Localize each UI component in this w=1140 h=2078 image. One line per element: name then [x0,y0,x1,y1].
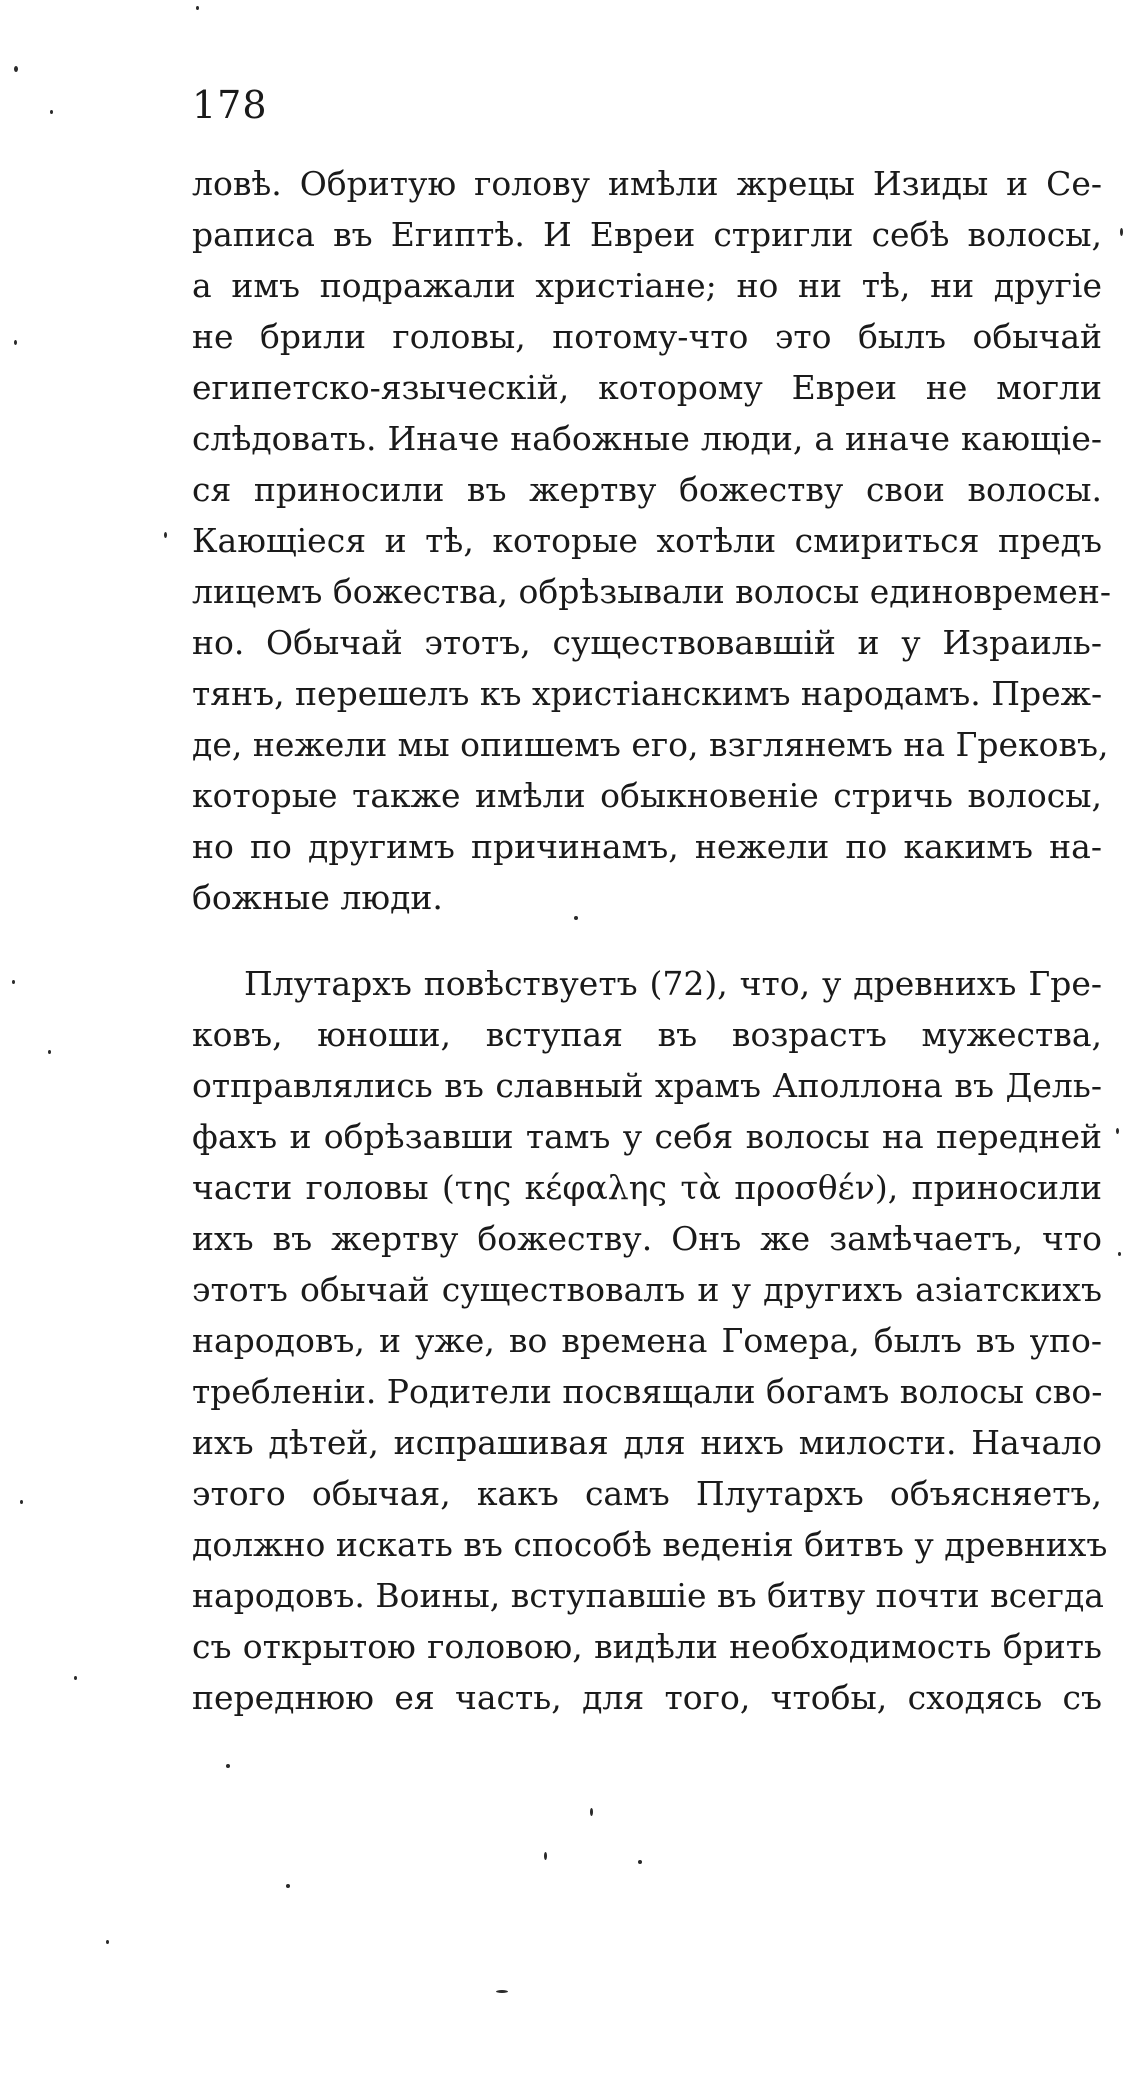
text-line: раписа въ Египтѣ. И Евреи стригли себѣ волосы, [192,215,1102,254]
text-line: фахъ и обрѣзавши тамъ у себя волосы на передней [192,1117,1102,1156]
scan-speck [1118,1252,1121,1256]
scan-speck [74,1676,77,1680]
text-line: этого обычая, какъ самъ Плутархъ объясняетъ, [192,1474,1102,1513]
text-line: Кающіеся и тѣ, которые хотѣли смириться предъ [192,521,1102,560]
text-line: Плутархъ повѣствуетъ (72), что, у древнихъ Гре- [244,964,1102,1003]
scan-speck [196,6,199,10]
scan-speck [574,916,578,920]
scan-speck [106,1940,109,1944]
text-line: которые также имѣли обыкновеніе стричь волосы, [192,776,1102,815]
text-line: этотъ обычай существовалъ и у другихъ азіатскихъ [192,1270,1102,1309]
text-line: ковъ, юноши, вступая въ возрастъ мужества, [192,1015,1102,1054]
text-line: части головы (της κέφαλης τὰ προσθέν), приносили [192,1168,1102,1207]
text-line: но по другимъ причинамъ, нежели по какимъ на- [192,827,1102,866]
text-line: де, нежели мы опишемъ его, взглянемъ на Грековъ, [192,725,1109,764]
scan-speck [1116,1128,1119,1134]
text-line: должно искать въ способѣ веденія битвъ у древнихъ [192,1525,1108,1564]
text-line: ловѣ. Обритую голову имѣли жрецы Изиды и Се- [192,164,1102,203]
scan-speck [638,1860,642,1864]
text-line: народовъ. Воины, вступавшіе въ битву почти всегда [192,1576,1104,1615]
scan-speck [14,66,18,72]
scan-speck [14,340,17,345]
paragraph-2 [192,958,1108,1723]
text-line: переднюю ея часть, для того, чтобы, сходясь съ [192,1678,1102,1717]
scan-speck [286,1884,290,1888]
scan-speck [544,1852,547,1860]
scan-speck [590,1808,593,1816]
scan-speck [1120,228,1123,236]
text-line: съ открытою головою, видѣли необходимость брить [192,1627,1102,1666]
text-line: лицемъ божества, обрѣзывали волосы единовремен- [192,572,1111,611]
text-line: не брили головы, потому-что это былъ обычай [192,317,1102,356]
text-line: ихъ въ жертву божеству. Онъ же замѣчаетъ, что [192,1219,1102,1258]
scan-speck [12,980,15,984]
text-line: ся приносили въ жертву божеству свои волосы. [192,470,1102,509]
text-line: требленіи. Родители посвящали богамъ волосы сво- [192,1372,1103,1411]
scan-speck [48,1050,51,1054]
scan-speck [226,1764,230,1768]
text-line: божные люди. [192,878,443,917]
scan-speck [20,1500,23,1504]
text-line: а имъ подражали христіане; но ни тѣ, ни другіе [192,266,1102,305]
text-line: отправлялись въ славный храмъ Аполлона въ Дель- [192,1066,1102,1105]
page-number: 178 [192,83,268,127]
scan-speck [164,532,167,538]
scan-speck [496,1990,508,1993]
scan-speck [50,110,53,114]
text-line: египетско-языческій, которому Евреи не могли [192,368,1102,407]
paragraph-1 [192,158,1111,923]
text-line: но. Обычай этотъ, существовавшій и у Израиль- [192,623,1102,662]
text-line: тянъ, перешелъ къ христіанскимъ народамъ. Преж- [192,674,1103,713]
text-line: ихъ дѣтей, испрашивая для нихъ милости. Начало [192,1423,1102,1462]
text-line: слѣдовать. Иначе набожные люди, а иначе кающіе- [192,419,1102,458]
text-line: народовъ, и уже, во времена Гомера, былъ въ упо- [192,1321,1102,1360]
